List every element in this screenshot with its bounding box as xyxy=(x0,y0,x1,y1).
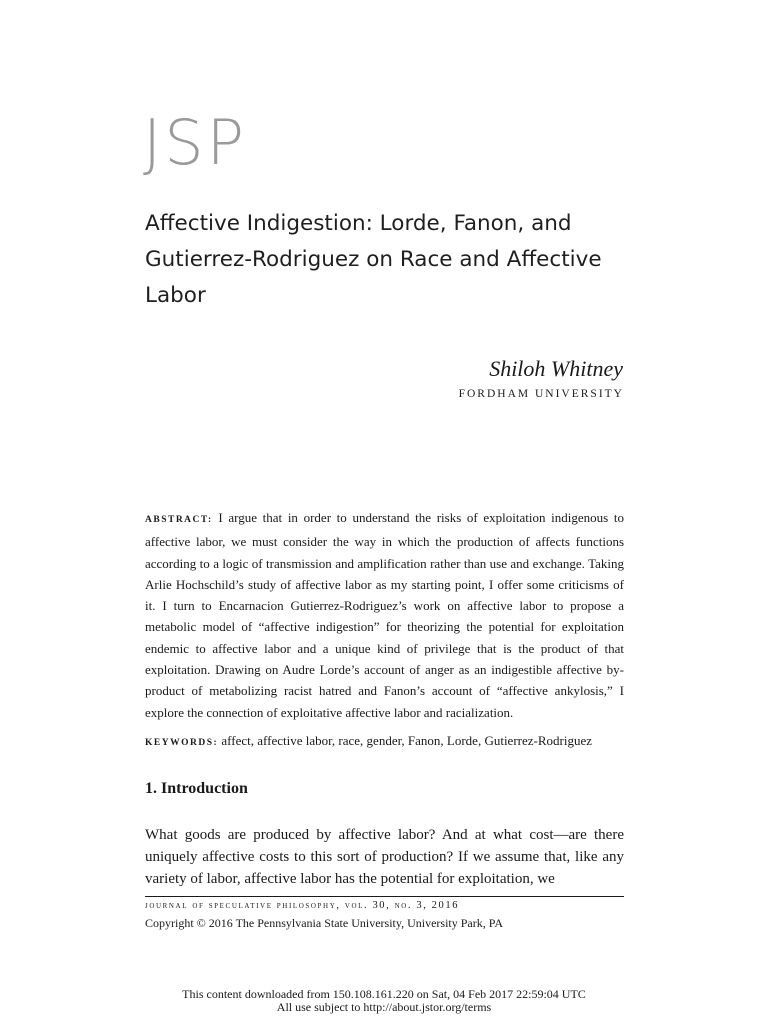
article-title: Affective Indigestion: Lorde, Fanon, and Gutierrez-Rodriguez on Race and Affective Labor xyxy=(145,211,602,308)
download-notice: This content downloaded from 150.108.161.220 on Sat, 04 Feb 2017 22:59:04 UTC xyxy=(182,987,586,1001)
abstract-label: ABSTRACT: xyxy=(145,515,213,525)
journal-logo: JSP xyxy=(143,106,248,179)
journal-citation: journal of speculative philosophy, vol. 30, no. 3, 2016 xyxy=(145,900,460,911)
body-paragraph: What goods are produced by affective labor? And at what cost—are there uniquely affective costs to this sort of production? If we assume that, like any variety of labor, affective labor has the potential for exploitation, we xyxy=(145,827,624,887)
footer-rule xyxy=(145,896,624,897)
keywords-label: KEYWORDS: xyxy=(145,738,219,748)
terms-notice: All use subject to http://about.jstor.org/terms xyxy=(276,1000,492,1014)
keywords-text: affect, affective labor, race, gender, Fanon, Lorde, Gutierrez-Rodriguez xyxy=(221,733,593,748)
keywords xyxy=(145,731,624,753)
author-affiliation: FORDHAM UNIVERSITY xyxy=(458,388,624,400)
abstract xyxy=(145,507,624,723)
abstract-text: I argue that in order to understand the risks of exploitation indigenous to affective labor, we must consider the way in which the production of affects functions according to a logic of transmission and amplification rather than use and exchange. Taking Arlie Hochschild’s study of affective labor as my starting point, I offer some criticisms of it. I turn to Encarnacion Gutierrez-Rodriguez’s work on affective labor to propose a metabolic model of “affective indigestion” for theorizing the potential for exploitation endemic to affective labor and a unique kind of privilege that is the product of that exploitation. Drawing on Audre Lorde’s account of anger as an indigestible affective by-product of metabolizing racist hatred and Fanon’s account of “affective ankylosis,” I explore the connection of exploitative affective labor and racialization. xyxy=(145,510,625,720)
section-heading: 1. Introduction xyxy=(145,780,248,797)
copyright-notice: Copyright © 2016 The Pennsylvania State University, University Park, PA xyxy=(145,916,503,930)
author-name: Shiloh Whitney xyxy=(489,356,623,381)
